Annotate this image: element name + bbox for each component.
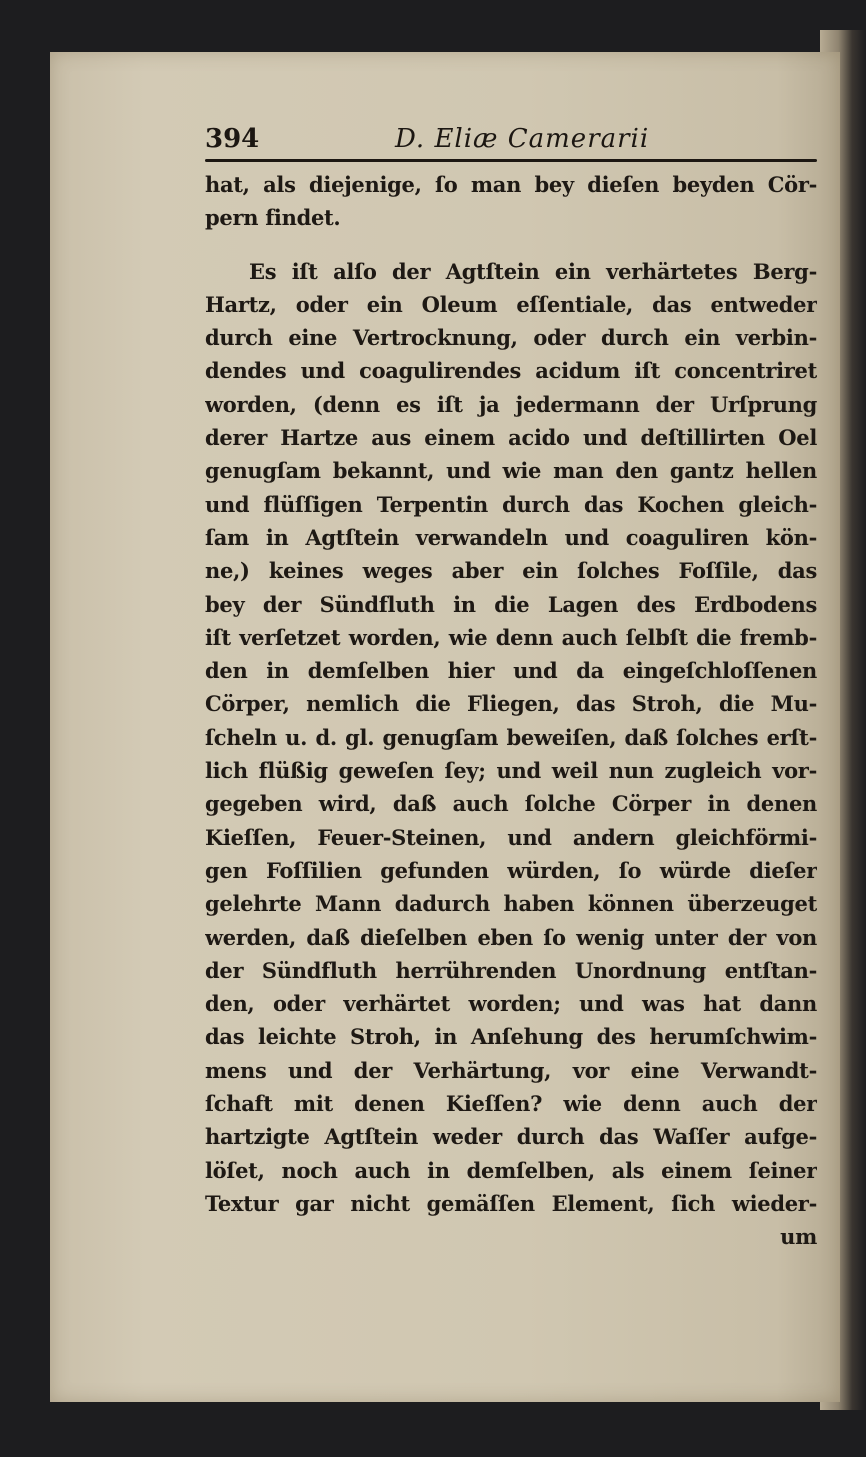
text-line: Hartz, oder ein Oleum eſſentiale, das entweder	[205, 291, 817, 317]
text-line: den, oder verhärtet worden; und was hat dann	[205, 991, 817, 1017]
text-line: der Sündfluth herrührenden Unordnung entſtan-	[205, 957, 817, 983]
text-line: den in demſelben hier und da eingeſchloſſenen	[205, 658, 817, 684]
text-line: dendes und coagulirendes acidum iſt concentriret	[205, 358, 817, 384]
header-rule	[205, 159, 817, 162]
paragraph-gap	[205, 235, 817, 255]
text-line: pern findet.	[205, 205, 341, 231]
text-line: werden, daß dieſelben eben ſo wenig unter der von	[205, 924, 817, 950]
text-line: Es iſt alſo der Agtſtein ein verhärtetes Berg-	[249, 258, 817, 284]
text-line: iſt verſetzet worden, wie denn auch ſelbſt die fremb-	[205, 624, 817, 650]
text-line: gen Foſſilien gefunden würden, ſo würde dieſer	[205, 857, 817, 883]
page-number: 394	[205, 124, 260, 154]
running-title: D. Eliæ Camerarii	[395, 124, 650, 154]
text-line: lich flüßig geweſen ſey; und weil nun zugleich vor-	[205, 758, 817, 784]
text-line: mens und der Verhärtung, vor eine Verwandt-	[205, 1057, 817, 1083]
text-line: löſet, noch auch in demſelben, als einem ſeiner	[205, 1157, 817, 1183]
text-line: Textur gar nicht gemäſſen Element, ſich wieder-	[205, 1190, 817, 1216]
text-line: um	[780, 1224, 817, 1250]
text-line: gelehrte Mann dadurch haben können überzeuget	[205, 891, 817, 917]
page-header	[205, 122, 817, 158]
text-line: ſcheln u. d. gl. genugſam beweiſen, daß ſolches erſt-	[205, 724, 817, 750]
text-line: durch eine Vertrocknung, oder durch ein verbin-	[205, 325, 817, 351]
text-line: bey der Sündfluth in die Lagen des Erdbodens	[205, 591, 817, 617]
text-line: Cörper, nemlich die Fliegen, das Stroh, die Mu-	[205, 691, 817, 717]
text-line: und flüſſigen Terpentin durch das Kochen gleich-	[205, 491, 817, 517]
text-line: das leichte Stroh, in Anſehung des herumſchwim-	[205, 1024, 817, 1050]
text-line: gegeben wird, daß auch ſolche Cörper in denen	[205, 791, 817, 817]
text-line: worden, (denn es iſt ja jedermann der Urſprung	[205, 391, 817, 417]
text-line: hat, als diejenige, ſo man bey dieſen beyden Cör-	[205, 172, 817, 197]
text-line: ſchaft mit denen Kieſſen? wie denn auch der	[205, 1091, 817, 1117]
text-line: ne,) keines weges aber ein ſolches Foſſile, das	[205, 558, 817, 584]
text-line: Kieſſen, Feuer-Steinen, und andern gleichförmi-	[205, 824, 817, 850]
body-text	[205, 168, 817, 1254]
text-line: derer Hartze aus einem acido und deſtillirten Oel	[205, 425, 817, 451]
text-line: ſam in Agtſtein verwandeln und coaguliren kön-	[205, 524, 817, 550]
text-line: genugſam bekannt, und wie man den gantz hellen	[205, 458, 817, 484]
text-line: hartzigte Agtſtein weder durch das Waſſer aufge-	[205, 1124, 817, 1150]
